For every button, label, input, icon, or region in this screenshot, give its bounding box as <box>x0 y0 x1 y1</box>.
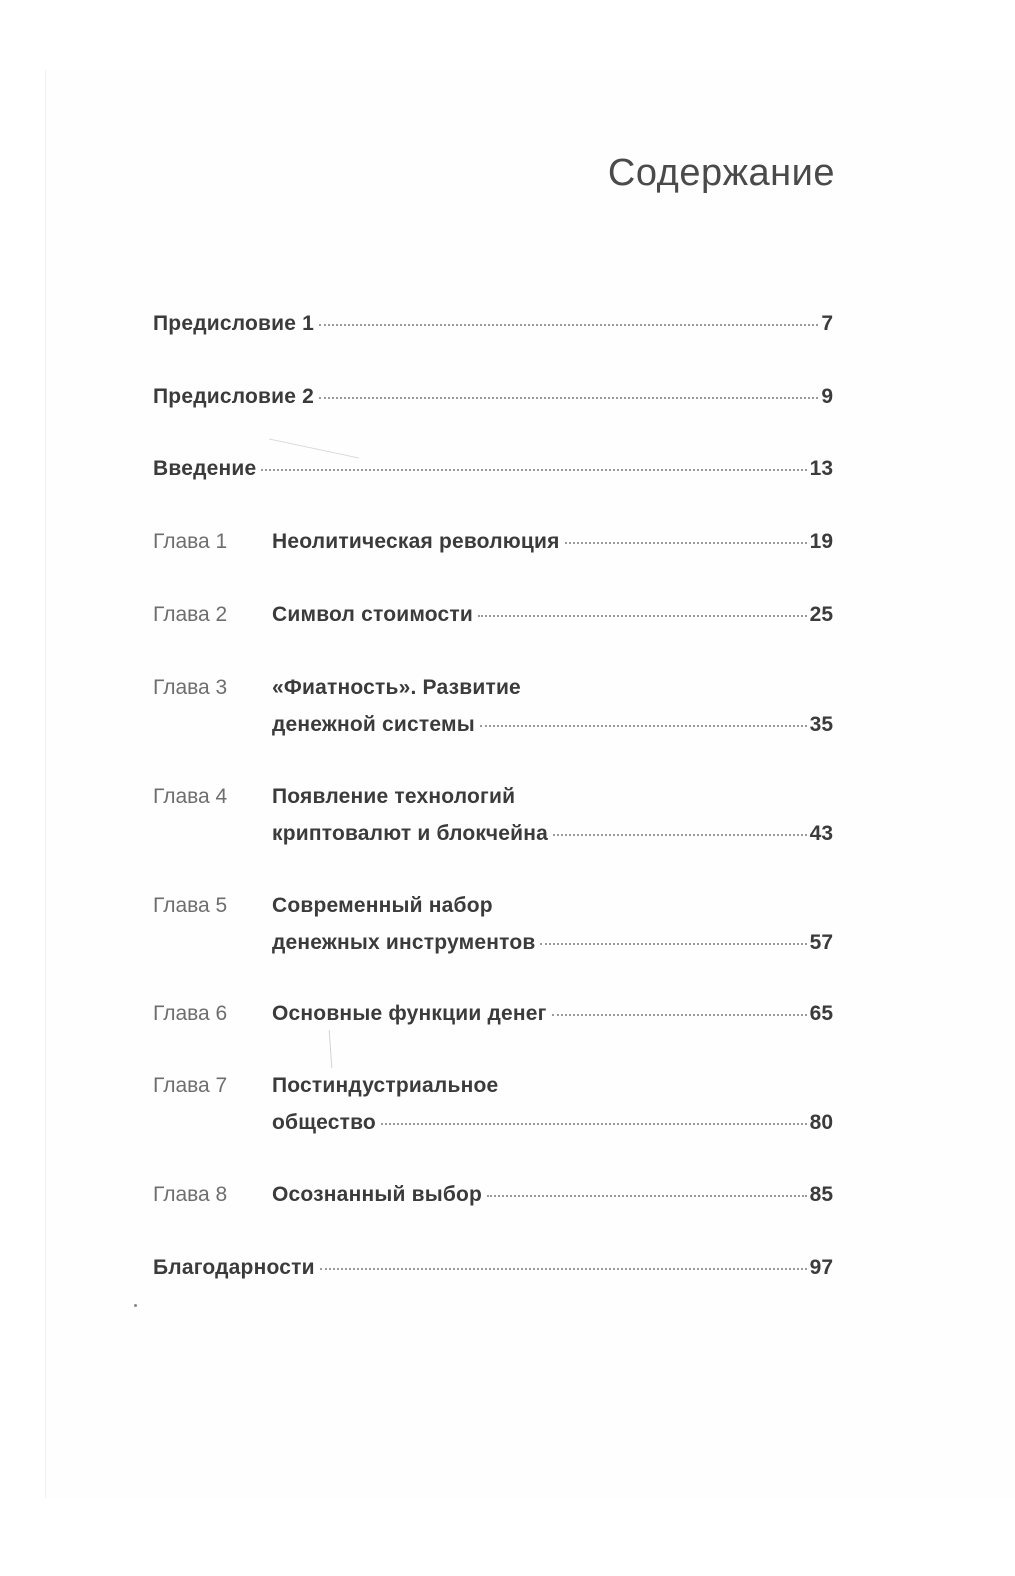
dot-leader <box>565 541 807 544</box>
toc-line <box>272 676 833 700</box>
page-number: 85 <box>809 1183 833 1206</box>
book-page <box>46 70 1015 1498</box>
toc-line <box>153 1256 833 1280</box>
toc-line <box>272 1183 833 1207</box>
page-number: 57 <box>809 931 833 954</box>
page-number: 65 <box>809 1002 833 1025</box>
chapter-label: Глава 2 <box>153 603 228 626</box>
toc-line <box>153 312 833 336</box>
toc-line <box>272 1002 833 1026</box>
entry-title: Постиндустриальное <box>272 1074 499 1097</box>
chapter-label: Глава 6 <box>153 1002 228 1025</box>
dot-leader <box>487 1194 807 1197</box>
entry-title: криптовалют и блокчейна <box>272 822 549 845</box>
toc-line <box>272 785 833 809</box>
dot-leader <box>540 942 806 945</box>
entry-title: Предисловие 1 <box>153 312 315 335</box>
entry-title: общество <box>272 1111 376 1134</box>
dot-leader <box>381 1122 807 1125</box>
dot-leader <box>320 1267 807 1270</box>
dot-leader <box>480 724 807 727</box>
entry-title: Предисловие 2 <box>153 385 315 408</box>
toc-line <box>153 457 833 481</box>
page-number: 35 <box>809 713 833 736</box>
page-number: 80 <box>809 1111 833 1134</box>
page-number: 9 <box>821 385 833 408</box>
toc-line <box>272 822 833 846</box>
chapter-label: Глава 1 <box>153 530 228 553</box>
pencil-mark <box>134 1304 137 1307</box>
page-number: 97 <box>809 1256 833 1279</box>
page-number: 13 <box>809 457 833 480</box>
toc-line <box>272 894 833 918</box>
entry-title: Благодарности <box>153 1256 315 1279</box>
entry-title: денежной системы <box>272 713 475 736</box>
chapter-label: Глава 3 <box>153 676 228 699</box>
entry-title: Неолитическая революция <box>272 530 560 553</box>
dot-leader <box>553 833 807 836</box>
toc-line <box>272 931 833 955</box>
page-number: 7 <box>821 312 833 335</box>
entry-title: Основные функции денег <box>272 1002 547 1025</box>
toc-line <box>272 1111 833 1135</box>
dot-leader <box>478 614 807 617</box>
chapter-label: Глава 5 <box>153 894 228 917</box>
chapter-label: Глава 7 <box>153 1074 228 1097</box>
dot-leader <box>319 396 818 399</box>
page-number: 19 <box>809 530 833 553</box>
entry-title: Появление технологий <box>272 785 516 808</box>
dot-leader <box>552 1013 807 1016</box>
toc-line <box>272 530 833 554</box>
page-number: 25 <box>809 603 833 626</box>
chapter-label: Глава 8 <box>153 1183 228 1206</box>
entry-title: Введение <box>153 457 257 480</box>
chapter-label: Глава 4 <box>153 785 228 808</box>
page-title: Содержание <box>607 152 835 194</box>
entry-title: «Фиатность». Развитие <box>272 676 521 699</box>
toc-line <box>272 1074 833 1098</box>
dot-leader <box>319 323 818 326</box>
entry-title: Современный набор <box>272 894 493 917</box>
toc-line <box>272 713 833 737</box>
toc-line <box>153 385 833 409</box>
page-number: 43 <box>809 822 833 845</box>
entry-title: Символ стоимости <box>272 603 474 626</box>
entry-title: денежных инструментов <box>272 931 536 954</box>
toc-line <box>272 603 833 627</box>
dot-leader <box>261 468 806 471</box>
entry-title: Осознанный выбор <box>272 1183 483 1206</box>
